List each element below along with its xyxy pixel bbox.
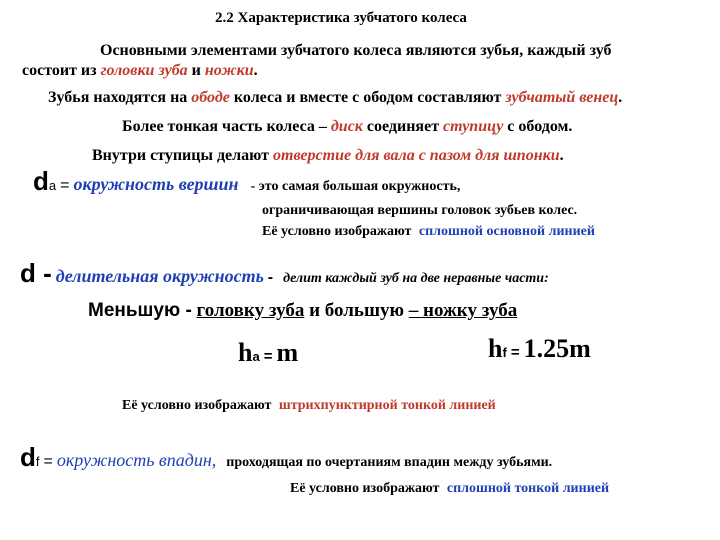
da-line3-pre: Её условно изображают xyxy=(262,224,412,239)
df-subscript: f xyxy=(35,454,40,469)
da-desc: - это самая большая окружность, xyxy=(250,179,461,194)
d-dash: - xyxy=(267,269,274,286)
hf-symbol: h xyxy=(488,334,503,363)
term-tooth-foot: ножки xyxy=(204,62,254,79)
ha-symbol: h xyxy=(238,338,253,367)
para3-pre: Более тонкая часть колеса – xyxy=(122,118,327,135)
df-heading xyxy=(20,442,552,473)
term-tooth-head: головки зуба xyxy=(100,62,188,79)
para1-pre: состоит из xyxy=(22,62,97,79)
d-tooth-head: головку зуба xyxy=(196,300,305,321)
para3-end: с ободом. xyxy=(507,118,573,135)
df-symbol: d xyxy=(20,442,36,472)
d-name: делительная окружность xyxy=(55,266,264,286)
d-line-style: штрихпунктирной тонкой линией xyxy=(278,398,496,413)
hf-value: 1.25m xyxy=(523,334,591,363)
df-desc: проходящая по очертаниям впадин между зубьями. xyxy=(226,455,553,470)
d-desc: делит каждый зуб на две неравные части: xyxy=(283,271,549,286)
da-line2: ограничивающая вершины головок зубьев колес. xyxy=(262,203,578,218)
d-line2 xyxy=(88,300,517,322)
para2-pre: Зубья находятся на xyxy=(48,89,188,106)
term-rim: ободе xyxy=(191,89,230,106)
ha-equals: = xyxy=(263,348,273,365)
ha-formula xyxy=(238,338,298,368)
para1-line2 xyxy=(22,62,258,80)
term-disk: диск xyxy=(330,118,363,135)
para2-mid: колеса и вместе с ободом составляют xyxy=(233,89,502,106)
d-line3 xyxy=(122,398,496,414)
para1-line1: Основными элементами зубчатого колеса являются зубья, каждый зуб xyxy=(100,42,612,59)
d-line2-pre: Меньшую - xyxy=(88,300,192,321)
para4 xyxy=(92,147,564,165)
hf-subscript: f xyxy=(502,345,507,360)
d-symbol: d - xyxy=(20,258,52,288)
df-equals: = xyxy=(43,453,53,470)
da-line-style: сплошной основной линией xyxy=(418,224,595,239)
d-tooth-foot: – ножку зуба xyxy=(408,300,518,321)
d-line2-mid: и большую xyxy=(309,300,405,321)
df-line2 xyxy=(290,481,609,497)
para3 xyxy=(122,118,572,136)
para4-end: . xyxy=(559,147,564,164)
d-line3-pre: Её условно изображают xyxy=(122,398,272,413)
ha-subscript: a xyxy=(252,349,260,364)
term-gear-crown: зубчатый венец xyxy=(505,89,619,106)
da-name: окружность вершин xyxy=(73,174,239,194)
d-heading xyxy=(20,258,549,289)
da-heading xyxy=(33,166,460,197)
da-subscript: a xyxy=(48,178,57,193)
para4-pre: Внутри ступицы делают xyxy=(92,147,270,164)
df-line-style: сплошной тонкой линией xyxy=(446,481,610,496)
term-shaft-hole: отверстие для вала с пазом для шпонки xyxy=(273,147,560,164)
para3-mid: соединяет xyxy=(366,118,440,135)
para2-end: . xyxy=(618,89,623,106)
para2 xyxy=(48,89,622,107)
da-symbol: d xyxy=(33,166,49,196)
df-name: окружность впадин, xyxy=(56,450,217,470)
da-line3 xyxy=(262,224,595,240)
df-line2-pre: Её условно изображают xyxy=(290,481,440,496)
para1-end: . xyxy=(253,62,258,79)
hf-equals: = xyxy=(510,344,520,361)
hf-formula xyxy=(488,334,591,364)
page-title: 2.2 Характеристика зубчатого колеса xyxy=(215,10,467,26)
da-equals: = xyxy=(60,177,70,194)
para1-and: и xyxy=(191,62,201,79)
ha-value: m xyxy=(276,338,299,367)
term-hub: ступицу xyxy=(443,118,504,135)
